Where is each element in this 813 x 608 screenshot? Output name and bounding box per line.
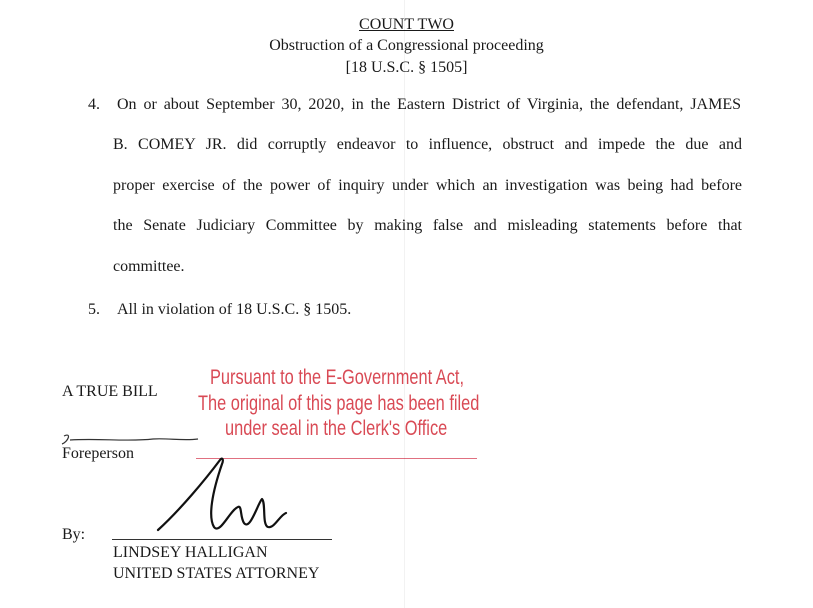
attorney-title: UNITED STATES ATTORNEY — [113, 565, 320, 582]
true-bill-label: A TRUE BILL — [62, 383, 158, 400]
paragraph-number-4: 4. — [88, 96, 100, 113]
redaction-stamp-line-3: under seal in the Clerk's Office — [225, 417, 448, 440]
paragraph-4-line-1: On or about September 30, 2020, in the Eastern District of Virginia, the defendant, JAMES — [117, 96, 741, 113]
paragraph-4-line-5: committee. — [113, 258, 185, 275]
redaction-stamp-line-1: Pursuant to the E-Government Act, — [210, 366, 465, 389]
signature-line — [112, 539, 332, 540]
paragraph-4-line-2: B. COMEY JR. did corruptly endeavor to influence, obstruct and impede the due and — [113, 136, 742, 153]
paragraph-5-line-1: All in violation of 18 U.S.C. § 1505. — [117, 301, 352, 318]
attorney-name: LINDSEY HALLIGAN — [113, 544, 268, 561]
count-citation: [18 U.S.C. § 1505] — [345, 59, 468, 76]
redaction-stamp-line-2: The original of this page has been filed — [198, 392, 480, 415]
foreperson-label: Foreperson — [62, 445, 134, 462]
count-subtitle: Obstruction of a Congressional proceeding — [269, 37, 544, 54]
paragraph-4-line-4: the Senate Judiciary Committee by making false and misleading statements before that — [113, 217, 742, 234]
count-title: COUNT TWO — [359, 16, 454, 33]
attorney-signature — [150, 455, 300, 550]
by-label: By: — [62, 526, 86, 543]
paragraph-number-5: 5. — [88, 301, 100, 318]
paragraph-4-line-3: proper exercise of the power of inquiry under which an investigation was being had before — [113, 177, 742, 194]
